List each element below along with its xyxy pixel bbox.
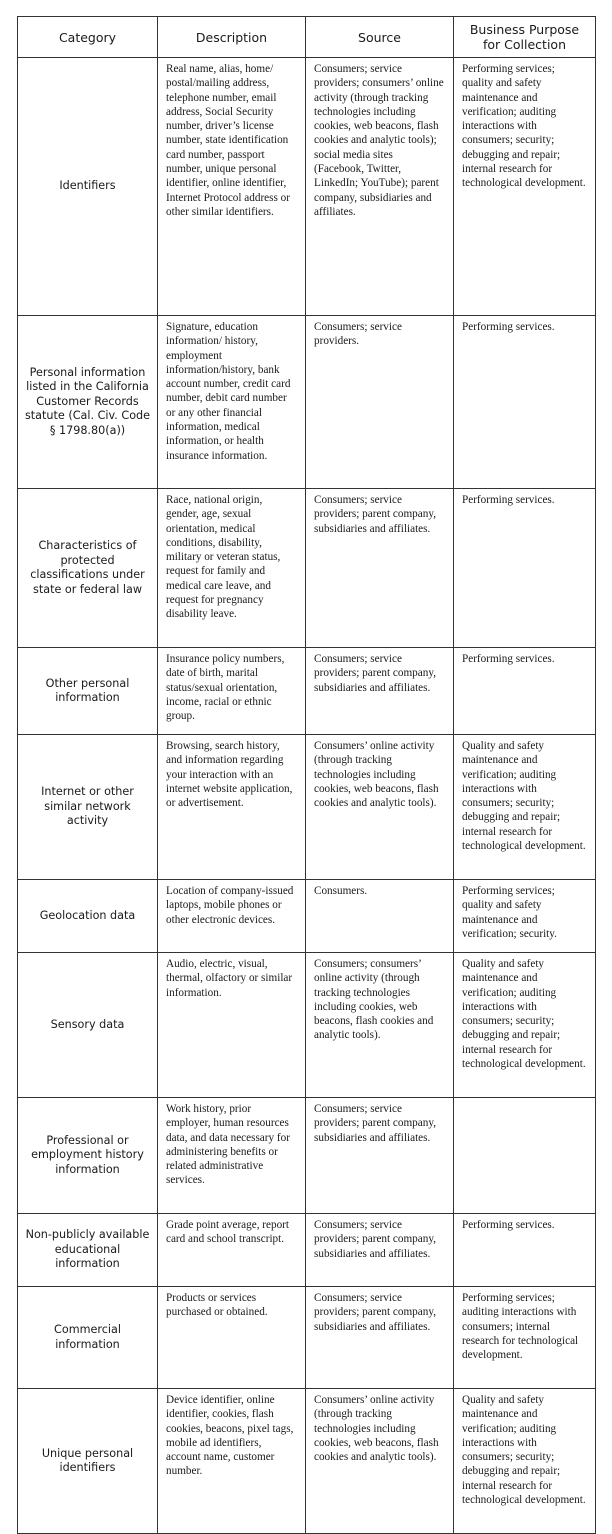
row-category: Geolocation data <box>18 880 158 953</box>
table-row <box>18 735 596 880</box>
row-source: Consumers; service providers; parent company, subsidiaries and affiliates. <box>306 1287 454 1389</box>
row-description: Audio, electric, visual, thermal, olfactory or similar information. <box>158 953 306 1098</box>
row-purpose <box>454 1098 596 1214</box>
table-row <box>18 1098 596 1214</box>
row-category: Characteristics of protected classifications under state or federal law <box>18 489 158 648</box>
row-description: Grade point average, report card and school transcript. <box>158 1214 306 1287</box>
row-source: Consumers; service providers; parent company, subsidiaries and affiliates. <box>306 1098 454 1214</box>
header-category: Category <box>18 17 158 58</box>
table-row <box>18 489 596 648</box>
row-source: Consumers; service providers; parent company, subsidiaries and affiliates. <box>306 648 454 735</box>
row-category: Internet or other similar network activity <box>18 735 158 880</box>
row-purpose: Performing services. <box>454 489 596 648</box>
row-description: Real name, alias, home/ postal/mailing address, telephone number, email address, Social Security number, driver’s license number, state identification card number, passport number, unique personal identifier, online identifier, Internet Protocol address or other similar identifiers. <box>158 58 306 316</box>
row-description: Browsing, search history, and information regarding your interaction with an internet website application, or advertisement. <box>158 735 306 880</box>
table-row <box>18 1287 596 1389</box>
table-row <box>18 648 596 735</box>
row-description: Insurance policy numbers, date of birth, marital status/sexual orientation, income, racial or ethnic group. <box>158 648 306 735</box>
row-category: Non-publicly available educational information <box>18 1214 158 1287</box>
row-description: Device identifier, online identifier, cookies, flash cookies, beacons, pixel tags, mobile ad identifiers, account name, customer number. <box>158 1389 306 1534</box>
table-row <box>18 1214 596 1287</box>
row-description: Location of company-issued laptops, mobile phones or other electronic devices. <box>158 880 306 953</box>
row-description: Signature, education information/ history, employment information/history, bank account number, credit card number, debit card number or any other financial information, medical information, or health insurance information. <box>158 316 306 489</box>
table-row <box>18 316 596 489</box>
row-category: Commercial information <box>18 1287 158 1389</box>
row-purpose: Performing services; quality and safety maintenance and verification; security. <box>454 880 596 953</box>
row-source: Consumers; service providers; consumers’ online activity (through tracking technologies including cookies, web beacons, flash cookies and analytic tools); social media sites (Facebook, Twitter, LinkedIn; YouTube); parent company, subsidiaries and affiliates. <box>306 58 454 316</box>
row-source: Consumers. <box>306 880 454 953</box>
row-purpose: Quality and safety maintenance and verification; auditing interactions with consumers; security; debugging and repair; internal research for technological development. <box>454 1389 596 1534</box>
row-source: Consumers; service providers; parent company, subsidiaries and affiliates. <box>306 1214 454 1287</box>
row-purpose: Performing services. <box>454 648 596 735</box>
row-description: Work history, prior employer, human resources data, and data necessary for administering benefits or related administrative services. <box>158 1098 306 1214</box>
row-purpose: Quality and safety maintenance and verification; auditing interactions with consumers; security; debugging and repair; internal research for technological development. <box>454 953 596 1098</box>
header-row <box>18 17 596 58</box>
row-source: Consumers’ online activity (through tracking technologies including cookies, web beacons, flash cookies and analytic tools). <box>306 735 454 880</box>
row-source: Consumers; consumers’ online activity (through tracking technologies including cookies, web beacons, flash cookies and analytic tools). <box>306 953 454 1098</box>
row-purpose: Performing services; auditing interactions with consumers; internal research for technological development. <box>454 1287 596 1389</box>
row-category: Professional or employment history information <box>18 1098 158 1214</box>
row-category: Identifiers <box>18 58 158 316</box>
row-description: Products or services purchased or obtained. <box>158 1287 306 1389</box>
row-purpose: Performing services. <box>454 316 596 489</box>
row-category: Other personal information <box>18 648 158 735</box>
header-source: Source <box>306 17 454 58</box>
table-row <box>18 58 596 316</box>
row-source: Consumers; service providers; parent company, subsidiaries and affiliates. <box>306 489 454 648</box>
row-purpose: Performing services; quality and safety maintenance and verification; auditing interactions with consumers; security; debugging and repair; internal research for technological development. <box>454 58 596 316</box>
table-row <box>18 880 596 953</box>
row-purpose: Performing services. <box>454 1214 596 1287</box>
row-category: Unique personal identifiers <box>18 1389 158 1534</box>
row-category: Personal information listed in the California Customer Records statute (Cal. Civ. Code § 1798.80(a)) <box>18 316 158 489</box>
header-description: Description <box>158 17 306 58</box>
row-description: Race, national origin, gender, age, sexual orientation, medical conditions, disability, military or veteran status, request for family and medical care leave, and request for pregnancy disability leave. <box>158 489 306 648</box>
row-category: Sensory data <box>18 953 158 1098</box>
row-source: Consumers’ online activity (through tracking technologies including cookies, web beacons, flash cookies and analytic tools). <box>306 1389 454 1534</box>
table-row <box>18 953 596 1098</box>
personal-information-table <box>17 16 596 1534</box>
row-purpose: Quality and safety maintenance and verification; auditing interactions with consumers; security; debugging and repair; internal research for technological development. <box>454 735 596 880</box>
row-source: Consumers; service providers. <box>306 316 454 489</box>
header-business-purpose: Business Purpose for Collection <box>454 17 596 58</box>
